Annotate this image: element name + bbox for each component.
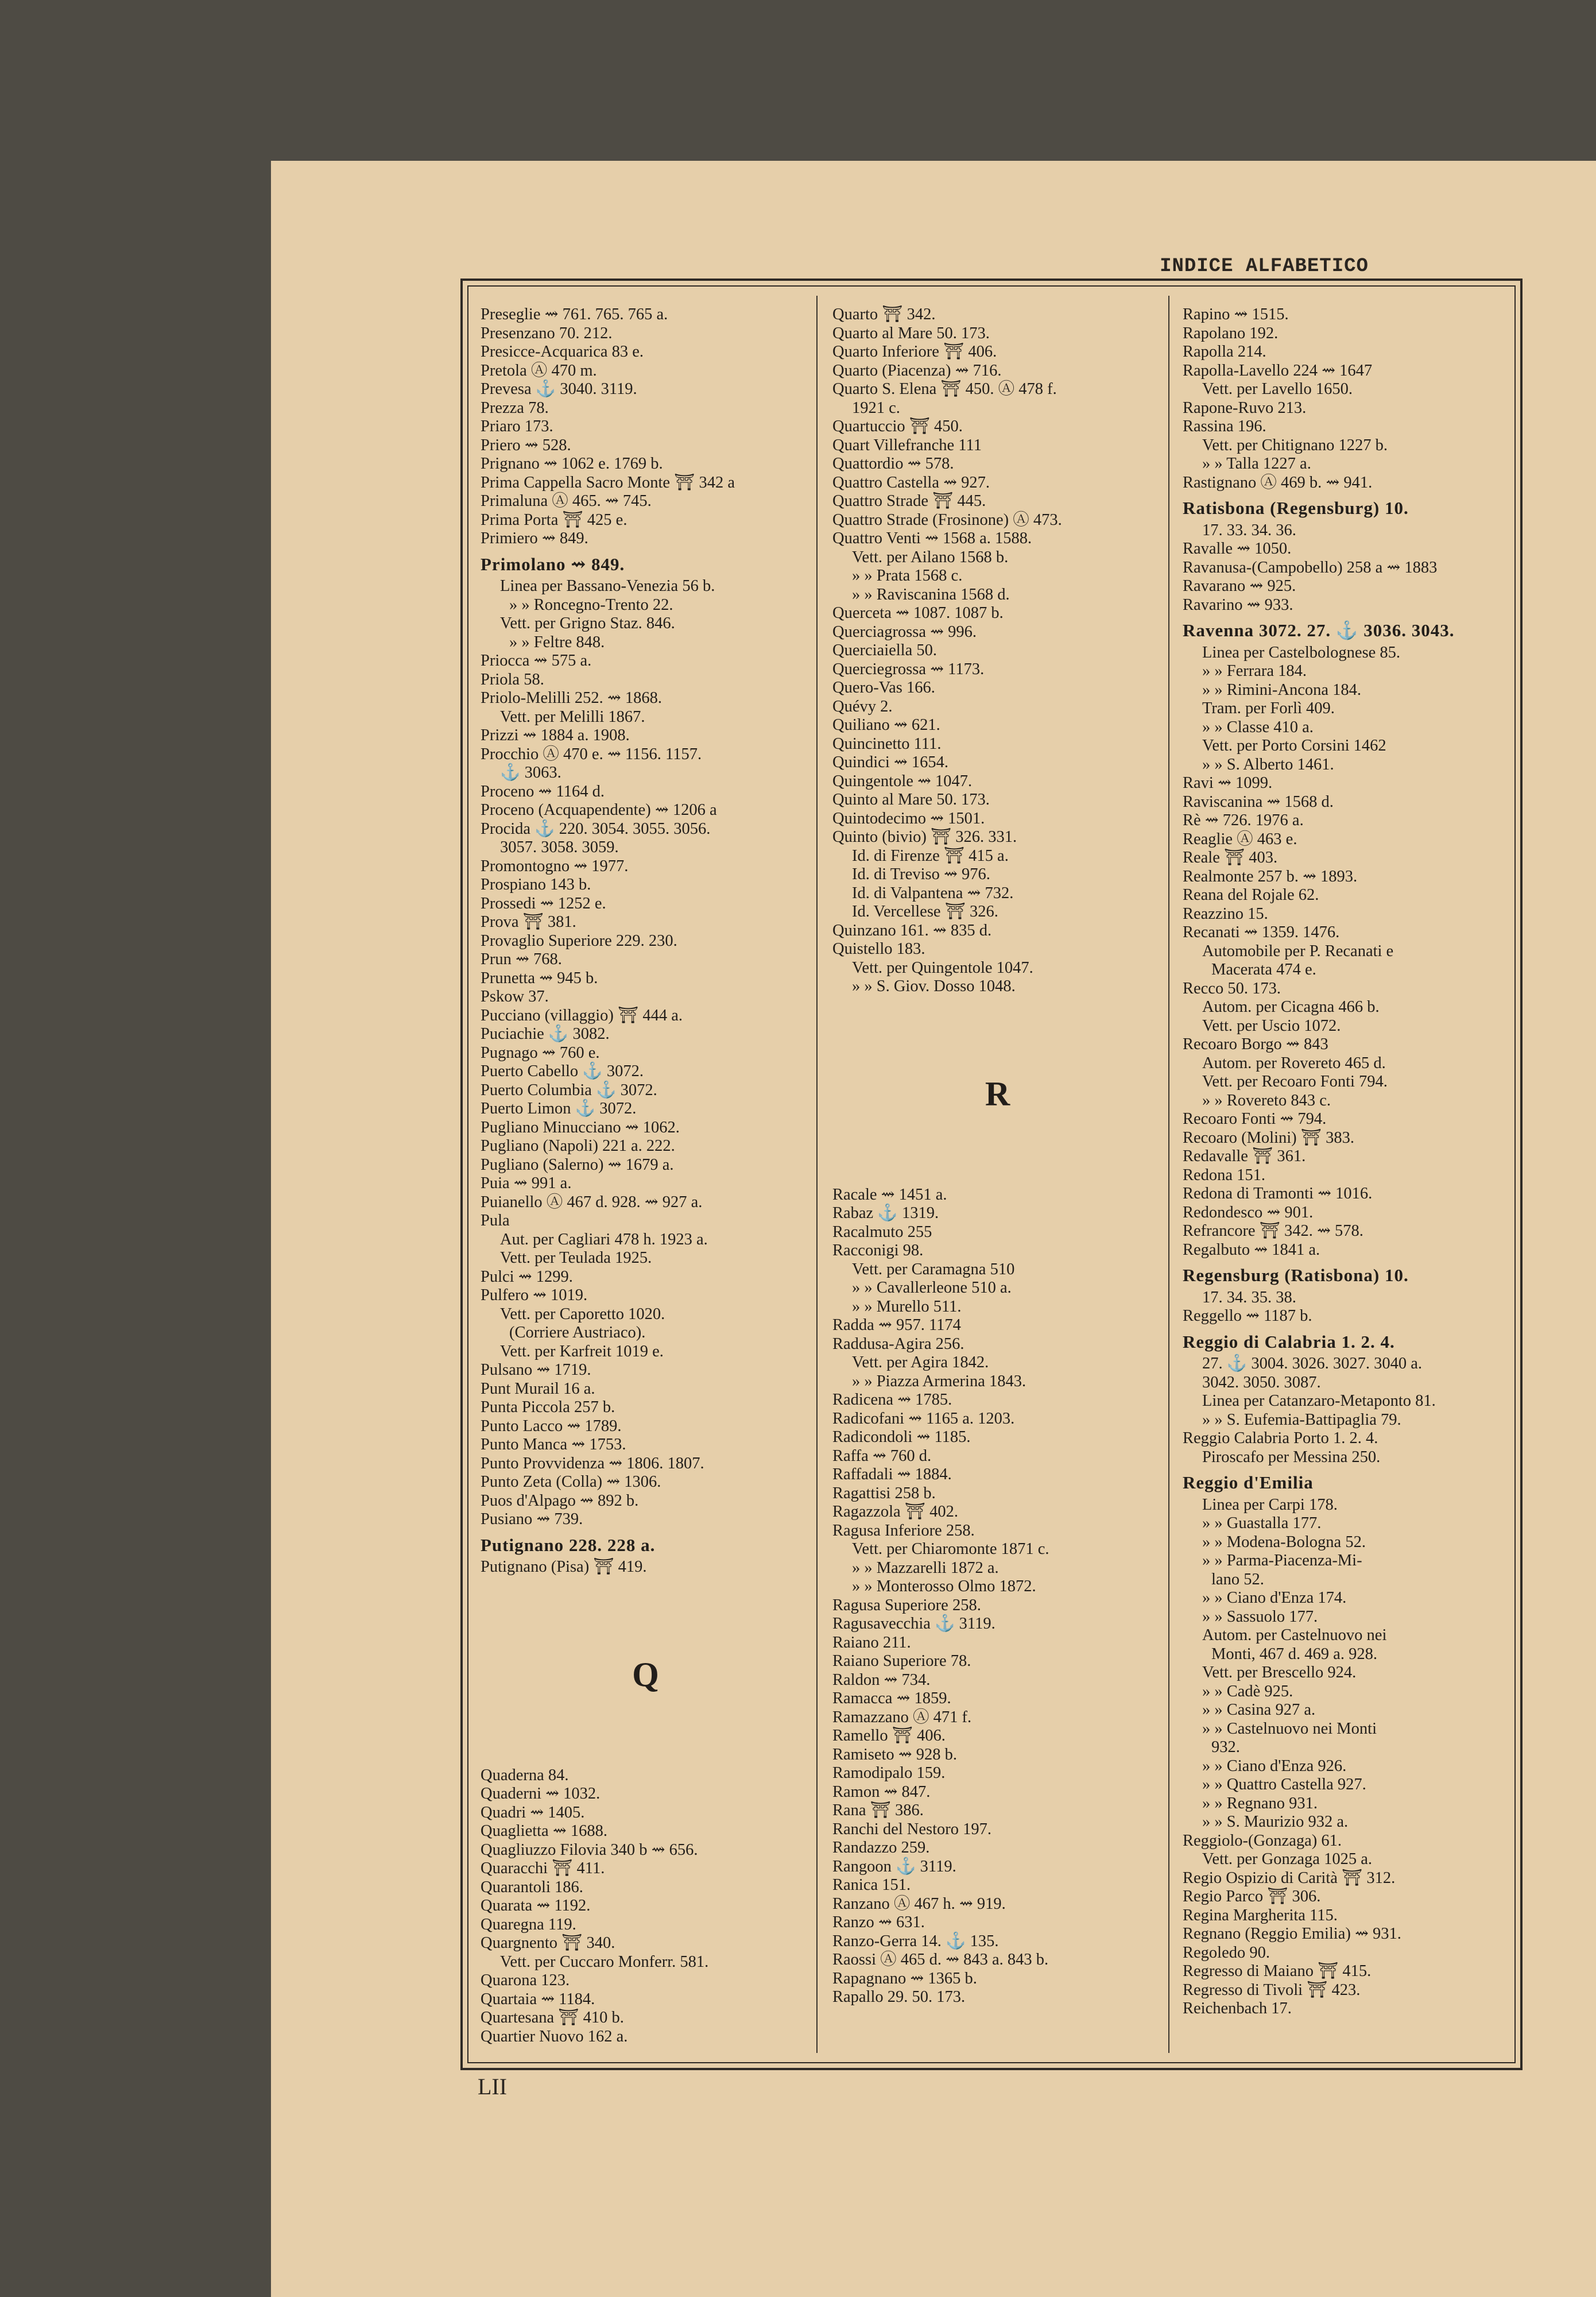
index-entry: Punto Zeta (Colla) ⇝ 1306. — [481, 1473, 661, 1491]
index-entry: Pugliano Minucciano ⇝ 1062. — [481, 1118, 680, 1136]
index-entry: Ramon ⇝ 847. — [832, 1782, 931, 1801]
index-entry: Rapolla-Lavello 224 ⇝ 1647 — [1183, 361, 1373, 380]
index-entry: Punto Provvidenza ⇝ 1806. 1807. — [481, 1454, 704, 1472]
index-entry: Prospiano 143 b. — [481, 876, 591, 894]
index-entry: Rè ⇝ 726. 1976 a. — [1183, 811, 1304, 829]
index-entry: lano 52. — [1211, 1570, 1264, 1588]
index-entry: Pucciano (villaggio) ⛩ 444 a. — [481, 1006, 683, 1024]
index-entry: Quaderna 84. — [481, 1766, 569, 1784]
index-entry: Proceno (Acquapendente) ⇝ 1206 a — [481, 801, 717, 819]
index-entry: Id. Vercellese ⛩ 326. — [852, 903, 998, 921]
index-entry: Vett. per Caporetto 1020. — [500, 1305, 665, 1323]
index-entry: » » Roncegno-Trento 22. — [509, 595, 673, 614]
index-entry: Redondesco ⇝ 901. — [1183, 1203, 1314, 1221]
index-entry: Quarto Inferiore ⛩ 406. — [832, 343, 997, 361]
index-entry: Procida ⚓ 220. 3054. 3055. 3056. — [481, 819, 711, 838]
index-entry: Redona di Tramonti ⇝ 1016. — [1183, 1185, 1373, 1202]
index-entry: Pugliano (Salerno) ⇝ 1679 a. — [481, 1155, 674, 1174]
index-entry: Recoaro (Molini) ⛩ 383. — [1183, 1128, 1354, 1147]
index-entry: Reale ⛩ 403. — [1183, 849, 1278, 867]
index-entry: Puerto Cabello ⚓ 3072. — [481, 1062, 644, 1080]
index-entry: Quart Villefranche 111 — [832, 436, 982, 454]
index-entry: » » Sassuolo 177. — [1202, 1607, 1318, 1626]
index-entry: Ragusavecchia ⚓ 3119. — [832, 1615, 995, 1633]
index-entry: Pugnago ⇝ 760 e. — [481, 1043, 600, 1062]
index-entry: » » Cadè 925. — [1202, 1682, 1293, 1700]
index-entry: 17. 33. 34. 36. — [1202, 521, 1296, 539]
index-entry: » » Monterosso Olmo 1872. — [852, 1577, 1036, 1595]
index-entry: Piroscafo per Messina 250. — [1202, 1448, 1381, 1466]
index-entry: 3057. 3058. 3059. — [500, 838, 619, 856]
index-entry: Quadri ⇝ 1405. — [481, 1803, 585, 1822]
index-entry: Vett. per Chitignano 1227 b. — [1202, 436, 1388, 454]
index-entry: Pula — [481, 1212, 510, 1229]
index-entry: » » Castelnuovo nei Monti — [1202, 1719, 1377, 1738]
index-entry: » » Guastalla 177. — [1202, 1514, 1322, 1532]
index-entry: Quartier Nuovo 162 a. — [481, 2027, 628, 2045]
index-entry: Ragusa Superiore 258. — [832, 1596, 981, 1614]
index-entry: Rapolano 192. — [1183, 324, 1279, 342]
index-entry: Reggio Calabria Porto 1. 2. 4. — [1183, 1429, 1378, 1447]
index-entry: Primaluna Ⓐ 465. ⇝ 745. — [481, 492, 652, 510]
index-entry: » » Parma-Piacenza-Mi- — [1202, 1552, 1362, 1569]
index-entry: Autom. per Cicagna 466 b. — [1202, 998, 1380, 1016]
index-entry: Regresso di Maiano ⛩ 415. — [1183, 1962, 1372, 1980]
index-entry: Vett. per Chiaromonte 1871 c. — [852, 1540, 1049, 1558]
index-entry: Regio Ospizio di Carità ⛩ 312. — [1183, 1869, 1396, 1887]
index-entry: Procchio Ⓐ 470 e. ⇝ 1156. 1157. — [481, 745, 702, 763]
index-entry: Quaracchi ⛩ 411. — [481, 1859, 605, 1877]
index-entry: Rabaz ⚓ 1319. — [832, 1204, 939, 1222]
index-entry: Racconigi 98. — [832, 1242, 924, 1259]
index-entry: Quaregna 119. — [481, 1915, 576, 1933]
index-entry: » » Prata 1568 c. — [852, 567, 963, 585]
index-entry: Quarona 123. — [481, 1971, 570, 1989]
index-entry: Putignano 228. 228 a. — [481, 1534, 656, 1555]
index-entry: Recco 50. 173. — [1183, 979, 1281, 997]
index-column-1 — [481, 306, 811, 2046]
index-entry: Regalbuto ⇝ 1841 a. — [1183, 1240, 1320, 1259]
index-entry: » » S. Giov. Dosso 1048. — [852, 977, 1016, 995]
index-entry: Preseglie ⇝ 761. 765. 765 a. — [481, 306, 668, 323]
index-entry: 17. 34. 35. 38. — [1202, 1288, 1296, 1306]
index-entry: » » Murello 511. — [852, 1297, 962, 1316]
index-entry: Linea per Bassano-Venezia 56 b. — [500, 577, 715, 595]
index-entry: Reggiolo-(Gonzaga) 61. — [1183, 1831, 1342, 1850]
index-entry: Presicce-Acquarica 83 e. — [481, 343, 644, 361]
index-entry: Regresso di Tivoli ⛩ 423. — [1183, 1981, 1361, 1999]
index-entry: Vett. per Karfreit 1019 e. — [500, 1342, 664, 1360]
index-entry: Quiliano ⇝ 621. — [832, 716, 940, 734]
index-entry: Provaglio Superiore 229. 230. — [481, 931, 677, 950]
index-entry: Rapallo 29. 50. 173. — [832, 1988, 966, 2006]
index-entry: Vett. per Teulada 1925. — [500, 1249, 652, 1267]
index-entry: Recoaro Fonti ⇝ 794. — [1183, 1110, 1327, 1128]
index-entry: Monti, 467 d. 469 a. 928. — [1211, 1645, 1377, 1663]
index-entry: » » Mazzarelli 1872 a. — [852, 1559, 999, 1577]
index-entry: » » Raviscanina 1568 d. — [852, 585, 1010, 604]
index-entry: Pulci ⇝ 1299. — [481, 1267, 573, 1286]
index-entry: Prignano ⇝ 1062 e. 1769 b. — [481, 455, 663, 473]
index-entry: Quinzano 161. ⇝ 835 d. — [832, 921, 992, 939]
index-entry: Quincinetto 111. — [832, 734, 942, 753]
index-entry: Autom. per Castelnuovo nei — [1202, 1626, 1387, 1644]
index-entry: Ravi ⇝ 1099. — [1183, 774, 1273, 792]
index-entry: Quaglietta ⇝ 1688. — [481, 1822, 607, 1840]
index-entry: Punt Murail 16 a. — [481, 1379, 595, 1398]
index-entry: » » Ciano d'Enza 174. — [1202, 1589, 1347, 1607]
index-entry: Quinto al Mare 50. 173. — [832, 791, 990, 809]
index-entry: 1921 c. — [852, 399, 900, 417]
index-entry: Id. di Firenze ⛩ 415 a. — [852, 846, 1009, 865]
index-entry: (Corriere Austriaco). — [509, 1324, 646, 1341]
index-entry: Quattordio ⇝ 578. — [832, 455, 954, 473]
index-entry: Puciachie ⚓ 3082. — [481, 1025, 610, 1043]
index-entry: » » Piazza Armerina 1843. — [852, 1372, 1026, 1390]
section-letter: Q — [632, 1655, 659, 1693]
index-entry: » » Quattro Castella 927. — [1202, 1776, 1366, 1793]
index-entry: Quindici ⇝ 1654. — [832, 753, 948, 771]
index-entry: » » Ciano d'Enza 926. — [1202, 1757, 1347, 1775]
index-entry: Radda ⇝ 957. 1174 — [832, 1316, 961, 1334]
index-entry: » » Rimini-Ancona 184. — [1202, 680, 1362, 699]
index-entry: Vett. per Caramagna 510 — [852, 1260, 1015, 1278]
index-entry: Vett. per Agira 1842. — [852, 1354, 989, 1371]
index-entry: Priola 58. — [481, 670, 544, 689]
index-entry: Raiano Superiore 78. — [832, 1652, 971, 1670]
index-entry: Raffa ⇝ 760 d. — [832, 1447, 932, 1465]
index-entry: » » Ferrara 184. — [1202, 662, 1307, 680]
index-entry: » » S. Alberto 1461. — [1202, 755, 1334, 774]
index-entry: Randazzo 259. — [832, 1839, 930, 1857]
index-entry: Regina Margherita 115. — [1183, 1906, 1338, 1924]
index-entry: Prevesa ⚓ 3040. 3119. — [481, 380, 637, 398]
index-entry: Puia ⇝ 991 a. — [481, 1174, 572, 1192]
index-entry: Vett. per Lavello 1650. — [1202, 380, 1353, 398]
index-entry: Quarantoli 186. — [481, 1878, 583, 1896]
index-entry: Quévy 2. — [832, 697, 893, 716]
index-entry: Quattro Venti ⇝ 1568 a. 1588. — [832, 529, 1032, 547]
index-entry: » » Talla 1227 a. — [1202, 455, 1311, 473]
index-entry: Punto Manca ⇝ 1753. — [481, 1436, 626, 1453]
index-entry: Radicondoli ⇝ 1185. — [832, 1428, 971, 1446]
index-entry: Querceta ⇝ 1087. 1087 b. — [832, 604, 1004, 622]
index-entry: Id. di Valpantena ⇝ 732. — [852, 884, 1014, 902]
index-entry: Prunetta ⇝ 945 b. — [481, 969, 598, 987]
index-entry: Pugliano (Napoli) 221 a. 222. — [481, 1137, 675, 1155]
index-entry: Reana del Rojale 62. — [1183, 886, 1319, 904]
index-entry: Ratisbona (Regensburg) 10. — [1183, 498, 1409, 518]
index-entry: Vett. per Gonzaga 1025 a. — [1202, 1850, 1372, 1868]
index-entry: Recoaro Borgo ⇝ 843 — [1183, 1035, 1328, 1053]
index-entry: Vett. per Ailano 1568 b. — [852, 548, 1009, 566]
index-entry: Puos d'Alpago ⇝ 892 b. — [481, 1491, 639, 1510]
column-divider — [1168, 296, 1169, 2053]
index-entry: Primiero ⇝ 849. — [481, 529, 588, 547]
index-entry: Quartesana ⛩ 410 b. — [481, 2009, 624, 2027]
index-entry: Ragazzola ⛩ 402. — [832, 1503, 958, 1521]
index-entry: Quintodecimo ⇝ 1501. — [832, 809, 985, 827]
index-entry: Ragattisi 258 b. — [832, 1484, 936, 1502]
index-entry: Ranzo ⇝ 631. — [832, 1913, 925, 1931]
index-column-2 — [832, 306, 1163, 2007]
index-entry: Linea per Carpi 178. — [1202, 1495, 1338, 1514]
index-entry: Rapino ⇝ 1515. — [1183, 306, 1289, 323]
index-entry: Reaglie Ⓐ 463 e. — [1183, 830, 1297, 848]
index-entry: Quero-Vas 166. — [832, 679, 935, 697]
index-entry: Quattro Strade (Frosinone) Ⓐ 473. — [832, 511, 1062, 529]
index-entry: Regensburg (Ratisbona) 10. — [1183, 1265, 1409, 1285]
index-entry: Vett. per Melilli 1867. — [500, 707, 645, 726]
index-entry: » » Casina 927 a. — [1202, 1701, 1316, 1719]
index-entry: Radicofani ⇝ 1165 a. 1203. — [832, 1409, 1015, 1428]
page-number: LII — [478, 2074, 508, 2099]
index-entry: Reichenbach 17. — [1183, 2000, 1292, 2017]
index-entry: Quistello 183. — [832, 940, 925, 958]
index-entry: Linea per Catanzaro-Metaponto 81. — [1202, 1392, 1436, 1410]
index-entry: Raossi Ⓐ 465 d. ⇝ 843 a. 843 b. — [832, 1951, 1049, 1969]
index-entry: Prima Cappella Sacro Monte ⛩ 342 a — [481, 473, 735, 492]
index-entry: Vett. per Cuccaro Monferr. 581. — [500, 1952, 709, 1971]
index-entry: Ramodipalo 159. — [832, 1764, 946, 1782]
index-entry: Quartuccio ⛩ 450. — [832, 417, 963, 435]
index-entry: Ramello ⛩ 406. — [832, 1727, 946, 1745]
index-entry: Pretola Ⓐ 470 m. — [481, 361, 597, 380]
index-entry: » » Cavallerleone 510 a. — [852, 1279, 1012, 1297]
index-entry: Punto Lacco ⇝ 1789. — [481, 1417, 622, 1435]
index-entry: Quarto ⛩ 342. — [832, 306, 936, 323]
index-entry: Racale ⇝ 1451 a. — [832, 1185, 947, 1204]
index-entry: Realmonte 257 b. ⇝ 1893. — [1183, 867, 1358, 885]
index-entry: Ranzano Ⓐ 467 h. ⇝ 919. — [832, 1894, 1006, 1913]
index-entry: Quarto S. Elena ⛩ 450. Ⓐ 478 f. — [832, 380, 1057, 398]
index-entry: » » S. Maurizio 932 a. — [1202, 1813, 1349, 1831]
index-entry: ⚓ 3063. — [500, 764, 561, 782]
index-entry: Rapone-Ruvo 213. — [1183, 399, 1307, 417]
index-entry: Querciegrossa ⇝ 1173. — [832, 660, 985, 678]
index-entry: Proceno ⇝ 1164 d. — [481, 782, 605, 801]
index-entry: Ravanusa-(Campobello) 258 a ⇝ 1883 — [1183, 558, 1438, 577]
index-entry: Quattro Strade ⛩ 445. — [832, 492, 986, 510]
index-entry: Ramazzano Ⓐ 471 f. — [832, 1708, 972, 1726]
index-entry: Ramiseto ⇝ 928 b. — [832, 1745, 958, 1764]
index-entry: Rana ⛩ 386. — [832, 1801, 924, 1819]
index-entry: 3042. 3050. 3087. — [1202, 1373, 1321, 1391]
column-divider — [816, 296, 818, 2053]
index-entry: Ravarano ⇝ 925. — [1183, 577, 1296, 595]
index-entry: Linea per Castelbolognese 85. — [1202, 643, 1401, 662]
index-entry: Vett. per Quingentole 1047. — [852, 958, 1033, 977]
index-entry: Primolano ⇝ 849. — [481, 554, 625, 574]
index-entry: Puianello Ⓐ 467 d. 928. ⇝ 927 a. — [481, 1193, 703, 1211]
index-entry: Pusiano ⇝ 739. — [481, 1510, 583, 1528]
index-entry: Quartaia ⇝ 1184. — [481, 1990, 595, 2008]
index-entry: Rapolla 214. — [1183, 343, 1266, 361]
index-entry: Prova ⛩ 381. — [481, 913, 576, 931]
index-entry: Rapagnano ⇝ 1365 b. — [832, 1969, 977, 1987]
index-entry: Quargnento ⛩ 340. — [481, 1934, 615, 1952]
index-entry: Prossedi ⇝ 1252 e. — [481, 894, 606, 912]
index-entry: Automobile per P. Recanati e — [1202, 942, 1394, 960]
index-entry: Ranica 151. — [832, 1876, 911, 1894]
index-entry: Redavalle ⛩ 361. — [1183, 1147, 1306, 1165]
index-entry: Quaderni ⇝ 1032. — [481, 1785, 601, 1803]
index-entry: Raldon ⇝ 734. — [832, 1670, 931, 1689]
index-entry: Ragusa Inferiore 258. — [832, 1521, 975, 1540]
index-entry: Vett. per Grigno Staz. 846. — [500, 614, 675, 632]
index-entry: Aut. per Cagliari 478 h. 1923 a. — [500, 1230, 708, 1248]
index-entry: Querciaiella 50. — [832, 641, 937, 659]
index-entry: Id. di Treviso ⇝ 976. — [852, 865, 990, 883]
book-page — [271, 161, 1596, 2297]
index-entry: Quarata ⇝ 1192. — [481, 1897, 591, 1915]
index-entry: Racalmuto 255 — [832, 1223, 932, 1241]
index-entry: Puerto Limon ⚓ 3072. — [481, 1100, 637, 1117]
index-entry: Prima Porta ⛩ 425 e. — [481, 511, 627, 529]
index-entry: Regoledo 90. — [1183, 1943, 1270, 1962]
index-entry: Rassina 196. — [1183, 417, 1266, 435]
index-entry: Priero ⇝ 528. — [481, 436, 571, 454]
index-entry: Raviscanina ⇝ 1568 d. — [1183, 792, 1334, 811]
index-entry: Promontogno ⇝ 1977. — [481, 857, 629, 875]
index-entry: Pulsano ⇝ 1719. — [481, 1361, 591, 1379]
index-entry: Reggio di Calabria 1. 2. 4. — [1183, 1331, 1395, 1352]
index-entry: Recanati ⇝ 1359. 1476. — [1183, 923, 1340, 941]
index-entry: Raddusa-Agira 256. — [832, 1335, 964, 1353]
index-entry: Priolo-Melilli 252. ⇝ 1868. — [481, 689, 663, 707]
index-entry: Raffadali ⇝ 1884. — [832, 1465, 952, 1483]
index-entry: » » Rovereto 843 c. — [1202, 1091, 1331, 1109]
index-entry: Prizzi ⇝ 1884 a. 1908. — [481, 726, 630, 744]
index-entry: Regnano (Reggio Emilia) ⇝ 931. — [1183, 1925, 1401, 1943]
index-entry: Prun ⇝ 768. — [481, 950, 562, 968]
index-entry: Quingentole ⇝ 1047. — [832, 772, 973, 790]
index-entry: Rangoon ⚓ 3119. — [832, 1857, 956, 1876]
index-entry: Vett. per Porto Corsini 1462 — [1202, 737, 1386, 755]
index-entry: » » Modena-Bologna 52. — [1202, 1533, 1366, 1551]
index-entry: Ravenna 3072. 27. ⚓ 3036. 3043. — [1183, 620, 1455, 640]
index-entry: Quagliuzzo Filovia 340 b ⇝ 656. — [481, 1840, 698, 1859]
index-entry: Macerata 474 e. — [1211, 961, 1316, 979]
index-column-3 — [1183, 306, 1510, 2018]
index-entry: Putignano (Pisa) ⛩ 419. — [481, 1558, 647, 1576]
index-entry: Presenzano 70. 212. — [481, 324, 613, 342]
index-entry: Ranzo-Gerra 14. ⚓ 135. — [832, 1932, 999, 1950]
index-entry: Tram. per Forlì 409. — [1202, 699, 1335, 717]
index-entry: Reggio d'Emilia — [1183, 1472, 1314, 1492]
index-entry: Raiano 211. — [832, 1633, 911, 1652]
index-entry: Prezza 78. — [481, 399, 549, 417]
index-entry: Autom. per Rovereto 465 d. — [1202, 1054, 1386, 1072]
index-entry: Regio Parco ⛩ 306. — [1183, 1888, 1321, 1905]
index-entry: Redona 151. — [1183, 1166, 1266, 1184]
index-entry: Vett. per Recoaro Fonti 794. — [1202, 1073, 1388, 1091]
page-header-title: INDICE ALFABETICO — [1160, 256, 1369, 277]
index-entry: Reggello ⇝ 1187 b. — [1183, 1307, 1312, 1325]
index-entry: Refrancore ⛩ 342. ⇝ 578. — [1183, 1222, 1363, 1240]
index-entry: Quinto (bivio) ⛩ 326. 331. — [832, 828, 1017, 846]
index-entry: Radicena ⇝ 1785. — [832, 1391, 952, 1409]
index-entry: » » Classe 410 a. — [1202, 718, 1314, 736]
index-entry: Querciagrossa ⇝ 996. — [832, 622, 977, 641]
index-entry: Quarto (Piacenza) ⇝ 716. — [832, 361, 1002, 380]
index-entry: Pulfero ⇝ 1019. — [481, 1286, 588, 1304]
section-letter: R — [985, 1074, 1010, 1113]
index-entry: Quarto al Mare 50. 173. — [832, 324, 990, 342]
index-entry: Priocca ⇝ 575 a. — [481, 652, 592, 670]
index-entry: Ranchi del Nestoro 197. — [832, 1820, 992, 1838]
index-entry: Pskow 37. — [481, 988, 549, 1006]
index-entry: Priaro 173. — [481, 417, 553, 435]
index-entry: » » Regnano 931. — [1202, 1794, 1318, 1812]
index-entry: Vett. per Uscio 1072. — [1202, 1016, 1341, 1035]
index-entry: Ravalle ⇝ 1050. — [1183, 540, 1292, 558]
index-entry: » » Feltre 848. — [509, 633, 605, 651]
index-entry: Quattro Castella ⇝ 927. — [832, 473, 990, 492]
index-entry: 27. ⚓ 3004. 3026. 3027. 3040 a. — [1202, 1355, 1423, 1372]
index-entry: 932. — [1211, 1738, 1240, 1756]
index-entry: Puerto Columbia ⚓ 3072. — [481, 1081, 657, 1099]
index-entry: Vett. per Brescello 924. — [1202, 1664, 1357, 1681]
index-entry: Ravarino ⇝ 933. — [1183, 595, 1293, 614]
index-entry: » » S. Eufemia-Battipaglia 79. — [1202, 1410, 1401, 1429]
index-entry: Rastignano Ⓐ 469 b. ⇝ 941. — [1183, 473, 1373, 492]
index-entry: Ramacca ⇝ 1859. — [832, 1689, 951, 1707]
index-entry: Reazzino 15. — [1183, 904, 1268, 923]
index-entry: Punta Piccola 257 b. — [481, 1398, 615, 1416]
